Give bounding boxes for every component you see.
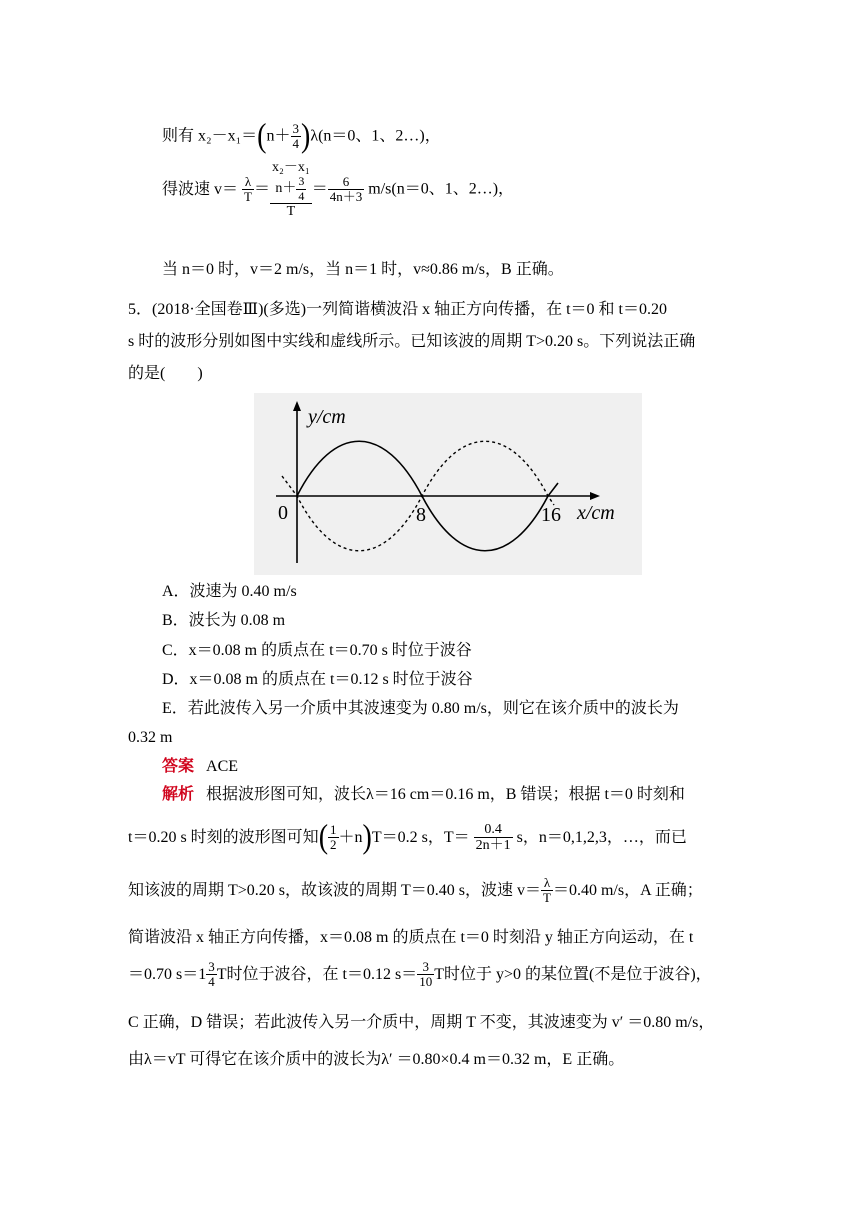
analysis-text: ＋n bbox=[338, 828, 363, 846]
analysis-line-2 bbox=[128, 818, 687, 856]
paren-open: ( bbox=[318, 818, 329, 856]
option-c: C．x＝0.08 m 的质点在 t＝0.70 s 时位于波谷 bbox=[162, 642, 472, 659]
fraction-num: λ bbox=[242, 175, 254, 190]
fraction-den: 4n＋3 bbox=[329, 189, 363, 205]
fraction-num: 0.4 bbox=[474, 822, 513, 838]
option-b: B．波长为 0.08 m bbox=[162, 612, 286, 629]
answer-label: 答案 bbox=[162, 758, 195, 775]
y-axis-label: y/cm bbox=[308, 406, 346, 428]
paren-close: ) bbox=[362, 818, 372, 856]
answer-line bbox=[162, 759, 238, 775]
question-line-1: 5．(2018·全国卷Ⅲ)(多选)一列简谐横波沿 x 轴正方向传播，在 t＝0 和 t＝0.20 bbox=[128, 301, 667, 318]
fraction-mid bbox=[270, 175, 312, 203]
fraction-num: 3 bbox=[292, 121, 300, 136]
fraction-den: 4 bbox=[292, 136, 300, 152]
question-line-2: s 时的波形分别如图中实线和虚线所示。已知该波的周期 T>0.20 s。下列说法正确 bbox=[128, 333, 696, 350]
analysis-text: 根据波形图可知，波长λ＝16 cm＝0.16 m，B 错误；根据 t＝0 时刻和 bbox=[206, 786, 685, 803]
fraction-top: x₂－x₁ bbox=[271, 160, 310, 175]
fraction-num: 3 bbox=[298, 174, 305, 189]
fraction-den: 2n＋1 bbox=[475, 838, 511, 854]
analysis-text: ＝0.70 s＝1 bbox=[128, 965, 207, 983]
wave-figure bbox=[254, 393, 642, 575]
option-a: A．波速为 0.40 m/s bbox=[162, 583, 297, 600]
fraction-num: 1 bbox=[330, 822, 337, 838]
analysis-text: ＝0.40 m/s，A 正确； bbox=[552, 881, 703, 899]
fraction-num: 3 bbox=[417, 960, 434, 975]
analysis-line-6: C 正确，D 错误；若此波传入另一介质中，周期 T 不变，其波速变为 v′ ＝0.80 m/s， bbox=[128, 1014, 715, 1031]
fraction-den: 4 bbox=[298, 188, 305, 203]
analysis-line-7: 由λ＝vT 可得它在该介质中的波长为λ′ ＝0.80×0.4 m＝0.32 m，E 正确。 bbox=[128, 1051, 625, 1068]
fraction bbox=[328, 823, 339, 853]
analysis-line-5 bbox=[128, 960, 712, 990]
analysis-text: 知该波的周期 T>0.20 s，故该波的周期 T＝0.40 s，波速 v＝ bbox=[128, 881, 542, 899]
solution-text: 得波速 v＝ bbox=[162, 180, 239, 198]
fraction bbox=[291, 122, 302, 152]
question-line-3: 的是( ) bbox=[128, 365, 203, 382]
fraction bbox=[328, 175, 365, 205]
analysis-text: T＝0.2 s，T＝ bbox=[371, 828, 470, 846]
tick-label-8: 8 bbox=[416, 504, 426, 526]
fraction-den: 2 bbox=[330, 837, 337, 853]
solution-text: n＋ bbox=[266, 127, 291, 145]
solution-text: 则有 x₂－x₁＝ bbox=[162, 127, 258, 145]
solution-line-1 bbox=[162, 117, 441, 155]
origin-label: 0 bbox=[278, 502, 288, 524]
analysis-text: T时位于波谷，在 t＝0.12 s＝ bbox=[216, 965, 418, 983]
solution-text: m/s(n＝0、1、2…)， bbox=[368, 180, 515, 198]
fraction bbox=[417, 960, 434, 990]
analysis-text: s，n＝0,1,2,3，…，而已 bbox=[516, 828, 687, 846]
option-e: E．若此波传入另一介质中其波速变为 0.80 m/s，则它在该介质中的波长为 bbox=[162, 700, 679, 717]
option-e-cont: 0.32 m bbox=[128, 729, 173, 746]
fraction bbox=[541, 876, 553, 906]
solution-line-2: 得波速 v＝ $\frac{\lambda}{T}$ ＝ x₂－x₁ n＋ $\frac{3}{4}$ T ＝ $\frac{6}{4n+3}$ m/s(n＝0、1、2…)， bbox=[162, 160, 515, 219]
compound-fraction bbox=[270, 160, 312, 219]
tick-label-16: 16 bbox=[541, 504, 561, 526]
solution-text: n＋ bbox=[275, 181, 297, 197]
fraction-num: 6 bbox=[328, 175, 365, 190]
solution-text: λ(n＝0、1、2…)， bbox=[310, 127, 441, 145]
fraction-num: 3 bbox=[208, 959, 215, 974]
fraction-den: 4 bbox=[208, 974, 215, 990]
analysis-line-4: 简谐波沿 x 轴正方向传播，x＝0.08 m 的质点在 t＝0 时刻沿 y 轴正方向运动，在 t bbox=[128, 929, 694, 946]
analysis-line-3 bbox=[128, 876, 703, 906]
option-d: D．x＝0.08 m 的质点在 t＝0.12 s 时位于波谷 bbox=[162, 671, 473, 688]
fraction-den: T bbox=[244, 189, 252, 205]
fraction-num: λ bbox=[541, 876, 553, 891]
answer-value: ACE bbox=[206, 758, 239, 775]
fraction-den: T bbox=[543, 890, 551, 906]
analysis-label: 解析 bbox=[162, 786, 195, 803]
paren-close: ) bbox=[301, 117, 311, 155]
fraction bbox=[242, 175, 254, 205]
paren-open: ( bbox=[257, 117, 267, 155]
analysis-line-1 bbox=[162, 787, 685, 803]
fraction bbox=[206, 960, 217, 990]
solution-line-3: 当 n＝0 时，v＝2 m/s，当 n＝1 时，v≈0.86 m/s，B 正确。 bbox=[162, 261, 564, 278]
x-axis-label: x/cm bbox=[577, 502, 615, 524]
analysis-text: T时位于 y>0 的某位置(不是位于波谷)， bbox=[434, 965, 712, 983]
analysis-text: t＝0.20 s 时刻的波形图可知 bbox=[128, 828, 319, 846]
fraction-den: 10 bbox=[419, 974, 433, 990]
fraction bbox=[474, 822, 513, 854]
fraction-den: T bbox=[286, 203, 296, 219]
